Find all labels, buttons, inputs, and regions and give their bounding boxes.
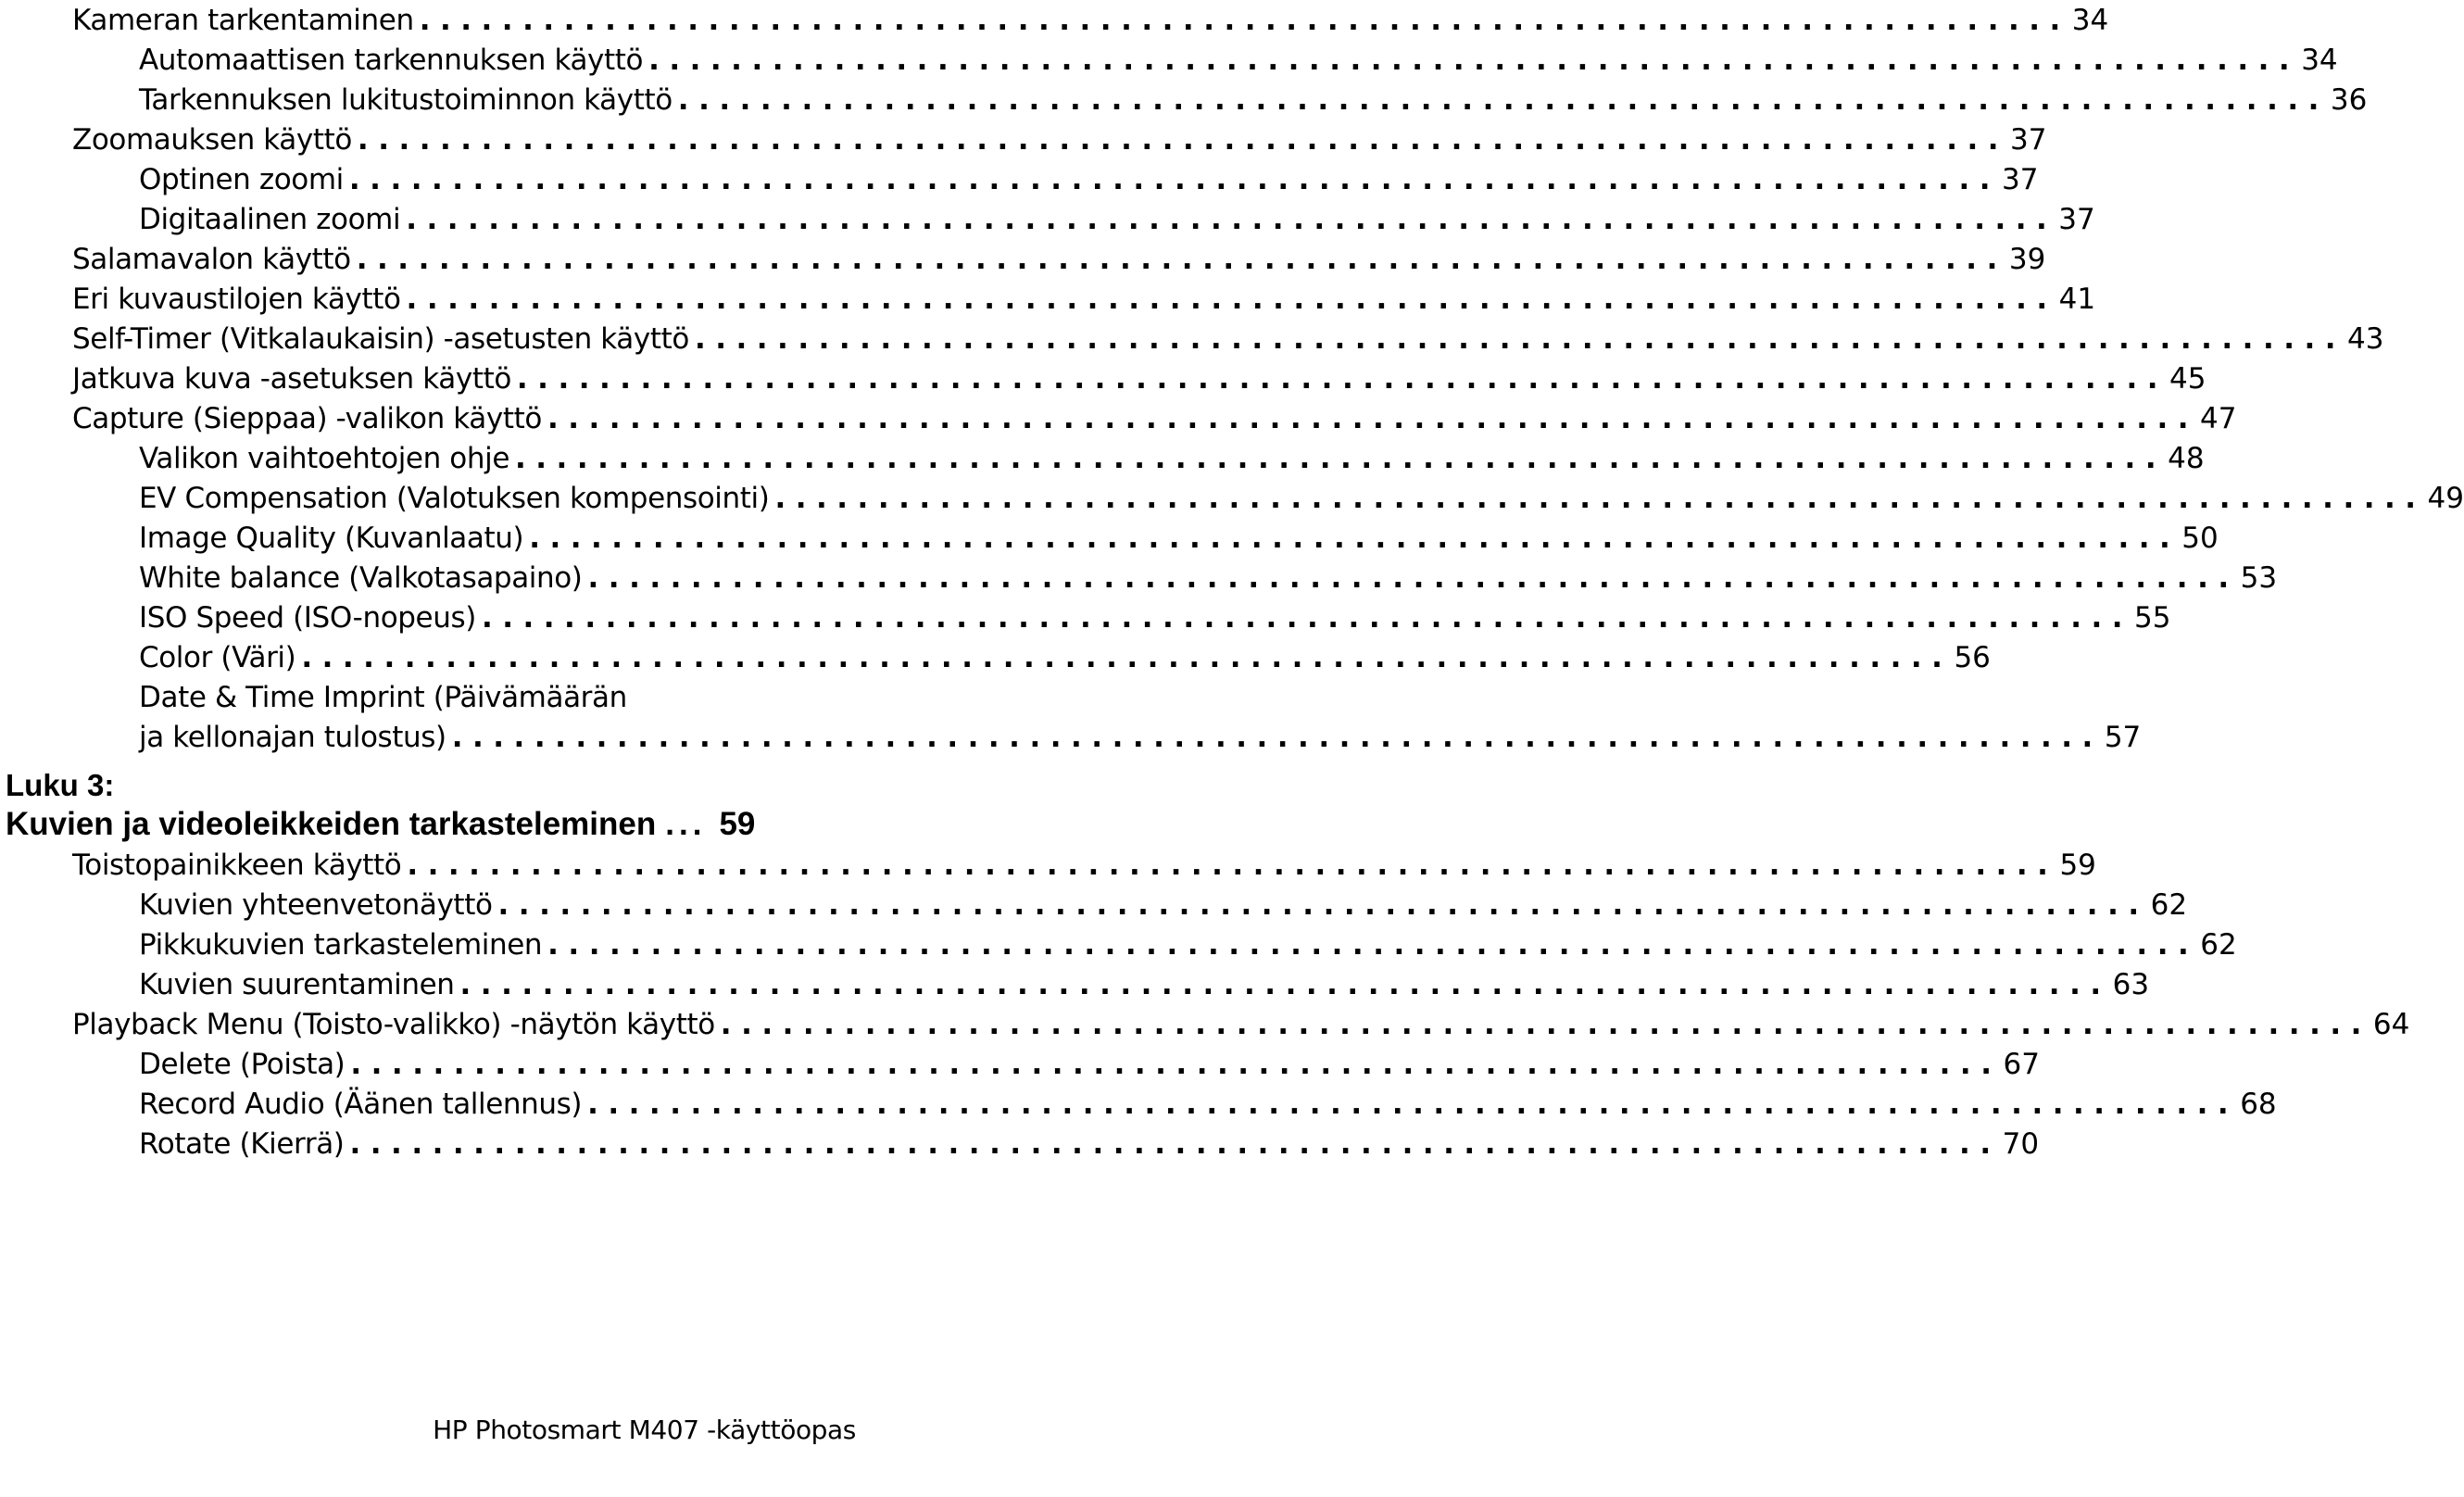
leader-dots: ................................................................................ <box>547 928 2199 962</box>
leader-dots: ................................................................................ <box>648 44 2300 77</box>
toc-entry-title: Jatkuva kuva -asetuksen käyttö <box>72 359 517 399</box>
toc-entry[interactable] <box>0 885 2188 925</box>
leader-dots: ................................................................................ <box>406 203 2057 236</box>
toc-entry[interactable] <box>0 637 1991 678</box>
toc-entry-title: Capture (Sieppaa) -valikon käyttö <box>72 398 547 439</box>
toc-entry-page: 62 <box>2200 928 2237 962</box>
toc-entry-page: 36 <box>2330 83 2368 117</box>
leader-dots: ................................................................................ <box>349 1127 2001 1161</box>
toc-entry-title: Eri kuvaustilojen käyttö <box>72 279 407 320</box>
toc-entry[interactable] <box>0 598 2171 638</box>
chapter-title: Kuvien ja videoleikkeiden tarkasteleminen <box>6 806 657 842</box>
toc-entry[interactable] <box>0 319 2384 359</box>
toc-entry-page: 62 <box>2150 888 2188 922</box>
toc-entry-title: Automaattisen tarkennuksen käyttö <box>139 40 648 81</box>
toc-entry[interactable] <box>0 0 2109 41</box>
toc-entry[interactable] <box>0 40 2338 81</box>
leader-dots: ................................................................................ <box>547 402 2199 435</box>
toc-entry-title: Tarkennuksen lukitustoiminnon käyttö <box>139 80 678 120</box>
toc-entry[interactable] <box>0 398 2237 439</box>
toc-entry[interactable] <box>0 925 2237 965</box>
toc-entry-title: Date & Time Imprint (Päivämäärän <box>139 681 627 714</box>
toc-entry-page: 67 <box>2003 1048 2040 1081</box>
toc-entry-page: 39 <box>2008 243 2046 276</box>
toc-entry[interactable] <box>0 558 2278 598</box>
toc-entry-page: 55 <box>2134 601 2171 635</box>
toc-entry-page: 45 <box>2169 362 2206 396</box>
toc-entry-title: Kuvien yhteenvetonäyttö <box>139 885 498 925</box>
toc-entry[interactable] <box>0 1124 2040 1164</box>
toc-entry-title: Pikkukuvien tarkasteleminen <box>139 925 547 965</box>
toc-entry[interactable] <box>0 80 2368 120</box>
toc-entry[interactable] <box>0 1044 2040 1085</box>
toc-entry-page: 56 <box>1954 641 1991 674</box>
toc-entry-page: 43 <box>2347 322 2384 356</box>
toc-entry-page: 63 <box>2112 968 2150 1001</box>
toc-entry-title: ISO Speed (ISO-nopeus) <box>139 598 482 638</box>
toc-entry-title: White balance (Valkotasapaino) <box>139 558 588 598</box>
leader-dots: ................................................................................ <box>587 561 2239 595</box>
leader-dots: ................................................................................ <box>407 849 2058 882</box>
leader-dots: ................................................................................ <box>356 243 2007 276</box>
leader-dots: ................................................................................ <box>459 968 2111 1001</box>
toc-entry-page: 59 <box>2059 849 2096 882</box>
leader-dots: ................................................................................ <box>301 641 1953 674</box>
toc-entry-page: 47 <box>2200 402 2237 435</box>
leader-dots: ................................................................................ <box>515 442 2167 475</box>
toc-entry-title: Record Audio (Äänen tallennus) <box>139 1084 587 1125</box>
toc-entry[interactable] <box>0 518 2219 559</box>
toc-entry[interactable] <box>0 359 2206 399</box>
toc-entry-page: 70 <box>2002 1127 2040 1161</box>
toc-entry-title: EV Compensation (Valotuksen kompensointi) <box>139 478 774 519</box>
toc-entry-title: ja kellonajan tulostus) <box>139 717 452 758</box>
leader-dots: ................................................................................ <box>677 83 2329 117</box>
toc-entry-page: 37 <box>2058 203 2095 236</box>
toc-entry-page: 37 <box>2002 163 2039 196</box>
toc-entry-title: Toistopainikkeen käyttö <box>72 845 407 886</box>
leader-dots: ................................................................................ <box>348 163 2000 196</box>
toc-entry-page: 57 <box>2104 721 2142 754</box>
page-footer: HP Photosmart M407 -käyttöopas <box>433 1415 856 1445</box>
toc-entry-title: Valikon vaihtoehtojen ohje <box>139 438 515 479</box>
leader-dots: ................................................................................ <box>774 482 2426 515</box>
leader-dots: ................................................................................ <box>451 721 2103 754</box>
toc-entry[interactable] <box>0 279 2096 320</box>
leader-dots: ................................................................................ <box>350 1048 2002 1081</box>
leader-dots: ................................................................................ <box>357 123 2009 157</box>
leader-dots: ................................................................................ <box>419 4 2070 37</box>
toc-entry-page: 41 <box>2058 283 2096 316</box>
toc-entry-page: 53 <box>2240 561 2278 595</box>
toc-entry[interactable] <box>0 159 2039 200</box>
chapter-leader-dots: ... <box>665 806 707 842</box>
leader-dots: ................................................................................ <box>497 888 2149 922</box>
toc-entry[interactable] <box>0 964 2150 1005</box>
toc-entry[interactable] <box>0 438 2205 479</box>
leader-dots: ................................................................................ <box>406 283 2057 316</box>
toc-entry-title: Digitaalinen zoomi <box>139 199 406 240</box>
toc-entry-page: 64 <box>2372 1008 2410 1041</box>
toc-entry-title: Self-Timer (Vitkalaukaisin) -asetusten käyttö <box>72 319 695 359</box>
toc-entry-title: Delete (Poista) <box>139 1044 350 1085</box>
leader-dots: ................................................................................ <box>481 601 2133 635</box>
toc-entry[interactable] <box>0 239 2046 280</box>
leader-dots: ................................................................................ <box>587 1088 2239 1121</box>
chapter-label: Luku 3: <box>6 768 115 802</box>
leader-dots: ................................................................................ <box>516 362 2168 396</box>
toc-entry-title: Kuvien suurentaminen <box>139 964 460 1005</box>
toc-entry-page: 49 <box>2427 482 2464 515</box>
toc-entry-title: Image Quality (Kuvanlaatu) <box>139 518 529 559</box>
toc-entry[interactable] <box>0 120 2047 160</box>
chapter-heading[interactable] <box>6 802 856 847</box>
toc-entry-title: Optinen zoomi <box>139 159 349 200</box>
toc-entry[interactable] <box>0 1084 2277 1125</box>
toc-entry-page: 48 <box>2168 442 2205 475</box>
leader-dots: ................................................................................ <box>720 1008 2371 1041</box>
toc-entry-title: Salamavalon käyttö <box>72 239 357 280</box>
leader-dots: ................................................................................ <box>529 522 2181 555</box>
toc-entry-title: Rotate (Kierrä) <box>139 1124 350 1164</box>
toc-entry-page: 34 <box>2071 4 2109 37</box>
toc-entry[interactable] <box>0 1004 2410 1045</box>
toc-entry[interactable] <box>0 478 2464 519</box>
chapter-page: 59 <box>719 806 756 842</box>
toc-entry-page: 50 <box>2181 522 2219 555</box>
leader-dots: ................................................................................ <box>694 322 2346 356</box>
toc-entry[interactable] <box>0 199 2095 240</box>
toc-entry[interactable] <box>0 845 2096 886</box>
toc-entry[interactable] <box>0 717 2142 758</box>
toc-entry-page: 68 <box>2240 1088 2277 1121</box>
toc-entry-page: 34 <box>2301 44 2338 77</box>
toc-entry-page: 37 <box>2010 123 2047 157</box>
toc-entry-line1[interactable] <box>0 677 1028 718</box>
toc-entry-title: Playback Menu (Toisto-valikko) -näytön käyttö <box>72 1004 721 1045</box>
toc-entry-title: Kameran tarkentaminen <box>72 0 420 41</box>
toc-entry-title: Zoomauksen käyttö <box>72 120 358 160</box>
toc-entry-title: Color (Väri) <box>139 637 301 678</box>
